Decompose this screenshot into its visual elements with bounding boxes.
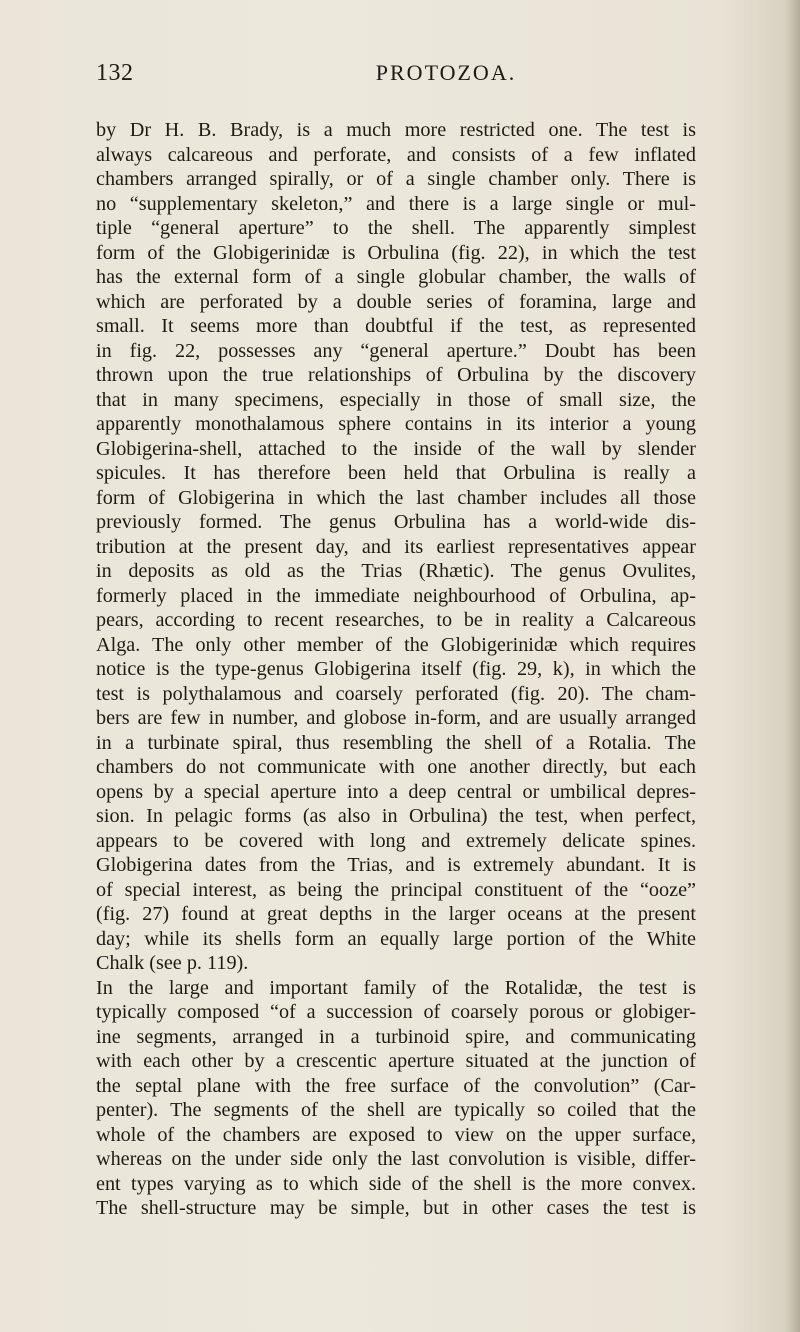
text-line: has the external form of a single globular chamber, the walls of — [96, 266, 696, 288]
text-line: in deposits as old as the Trias (Rhætic). The genus Ovulites, — [96, 560, 696, 582]
text-line: form of the Globigerinidæ is Orbulina (fig. 22), in which the test — [96, 241, 696, 264]
text-line: apparently monothalamous sphere contains in its interior a young — [96, 413, 696, 435]
text-line: small. It seems more than doubtful if the test, as represented — [96, 315, 696, 337]
text-line: by Dr H. B. Brady, is a much more restricted one. The test is — [96, 119, 696, 141]
text-line: In the large and important family of the Rotalidæ, the test is — [96, 976, 696, 999]
text-line: Globigerina-shell, attached to the inside of the wall by slender — [96, 437, 696, 460]
text-line: pears, according to recent researches, to be in reality a Calcareous — [96, 609, 696, 631]
text-line: tribution at the present day, and its earliest representatives appear — [96, 535, 696, 558]
text-line: no “supplementary skeleton,” and there is a large single or mul- — [96, 192, 696, 215]
text-line: of special interest, as being the principal constituent of the “ooze” — [96, 878, 696, 901]
text-line: (fig. 27) found at great depths in the larger oceans at the present — [96, 903, 696, 925]
text-line: the septal plane with the free surface of the convolution” (Car- — [96, 1074, 696, 1097]
text-line: thrown upon the true relationships of Orbulina by the discovery — [96, 364, 696, 386]
text-line: tiple “general aperture” to the shell. The apparently simplest — [96, 217, 696, 239]
text-line: Globigerina dates from the Trias, and is extremely abundant. It is — [96, 854, 696, 876]
text-line: with each other by a crescentic aperture situated at the junction of — [96, 1050, 696, 1072]
text-line: whole of the chambers are exposed to view on the upper surface, — [96, 1123, 696, 1146]
text-line: Alga. The only other member of the Globigerinidæ which requires — [96, 633, 696, 656]
text-line: ent types varying as to which side of the shell is the more convex. — [96, 1172, 696, 1195]
text-line: ine segments, arranged in a turbinoid spire, and communicating — [96, 1025, 696, 1048]
text-line: chambers do not communicate with one another directly, but each — [96, 756, 696, 778]
text-line: typically composed “of a succession of coarsely porous or globiger- — [96, 1001, 696, 1023]
text-line: spicules. It has therefore been held that Orbulina is really a — [96, 462, 696, 484]
text-line: opens by a special aperture into a deep central or umbilical depres- — [96, 780, 696, 803]
text-line: sion. In pelagic forms (as also in Orbulina) the test, when perfect, — [96, 805, 696, 827]
text-line: penter). The segments of the shell are typically so coiled that the — [96, 1099, 696, 1121]
text-line: that in many specimens, especially in those of small size, the — [96, 388, 696, 411]
text-line: always calcareous and perforate, and consists of a few inflated — [96, 143, 696, 166]
text-line: appears to be covered with long and extremely delicate spines. — [96, 829, 696, 852]
body-text — [96, 118, 696, 1221]
text-line: notice is the type-genus Globigerina itself (fig. 29, k), in which the — [96, 658, 696, 680]
text-line: whereas on the under side only the last convolution is visible, differ- — [96, 1148, 696, 1170]
text-line: which are perforated by a double series of foramina, large and — [96, 290, 696, 313]
text-line: formerly placed in the immediate neighbourhood of Orbulina, ap- — [96, 584, 696, 607]
text-line: The shell-structure may be simple, but in other cases the test is — [96, 1197, 696, 1219]
text-line: previously formed. The genus Orbulina has a world-wide dis- — [96, 511, 696, 533]
page-header — [96, 60, 696, 94]
text-line: form of Globigerina in which the last chamber includes all those — [96, 486, 696, 509]
text-line: day; while its shells form an equally large portion of the White — [96, 927, 696, 950]
text-line: bers are few in number, and globose in-form, and are usually arranged — [96, 707, 696, 729]
text-line: in a turbinate spiral, thus resembling the shell of a Rotalia. The — [96, 731, 696, 754]
text-line: Chalk (see p. 119). — [96, 952, 249, 974]
text-line: in fig. 22, possesses any “general aperture.” Doubt has been — [96, 339, 696, 362]
page-number: 132 — [96, 60, 134, 86]
running-title: PROTOZOA. — [375, 60, 517, 85]
page-edge-shadow — [786, 0, 800, 1332]
text-line: chambers arranged spirally, or of a single chamber only. There is — [96, 168, 696, 190]
text-line: test is polythalamous and coarsely perforated (fig. 20). The cham- — [96, 682, 696, 705]
